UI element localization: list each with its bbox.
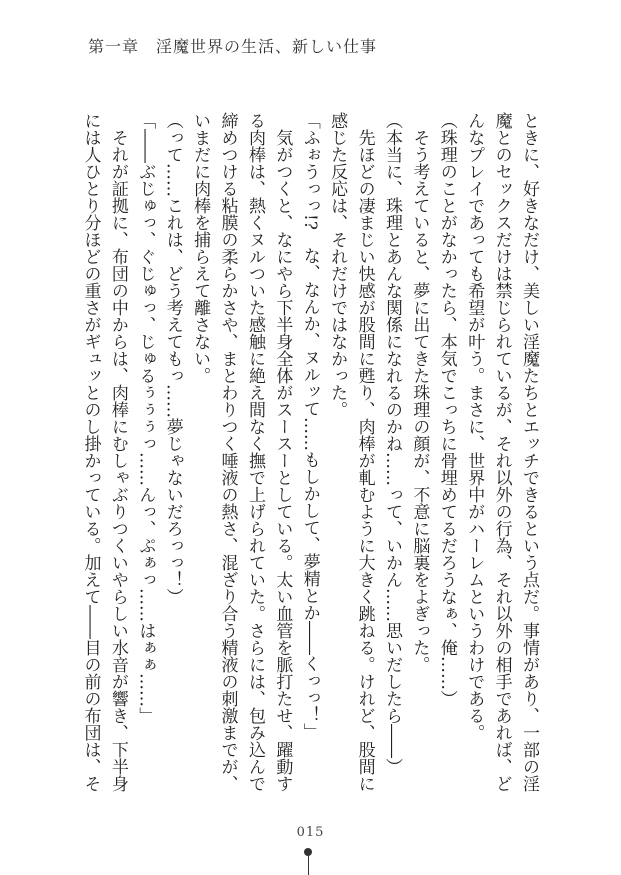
text-column: ときに、好きなだけ、美しい淫魔たちとエッチできるという点だ。事情があり、一部の淫	[519, 112, 539, 792]
text-column: んなプレイであっても希望が叶う。まさに、世界中がハーレムというわけである。	[464, 112, 485, 741]
text-column: には人ひとり分ほどの重さがギュッとのし掛かっている。加えて――目の前の布団は、そ	[80, 112, 101, 792]
text-column: 魔とのセックスだけは禁じられているが、それ以外の行為、それ以外の相手であれば、ど	[491, 112, 512, 792]
text-column: 感じた反応は、それだけではなかった。	[327, 112, 348, 418]
text-column: 先ほどの凄まじい快感が股間に甦り、肉棒が軋むように大きく跳ねる。けれど、股間に	[354, 129, 375, 792]
text-column: （珠理のことがなかったら、本気でこっちに骨埋めてるだろうなぁ、俺……）	[436, 112, 457, 707]
text-column: それが証拠に、布団の中からは、肉棒にむしゃぶりつくいやらしい水音が響き、下半身	[107, 129, 128, 792]
text-column: 「ふぉうっっ!? な、なんか、ヌルッて……もしかして、夢精とか――くっっ！」	[299, 112, 320, 740]
text-column: いまだに肉棒を捕らえて離さない。	[190, 112, 211, 384]
text-column: 気がつくと、なにやら下半身全体がスースーとしている。太い血管を脈打たせ、躍動す	[272, 129, 293, 792]
text-column: 「――ぶじゅっ、ぐじゅっ、じゅるぅぅぅっ……んっ、ぷぁっ……はぁぁ……」	[135, 112, 156, 724]
text-column: （本当に、珠理とあんな関係になれるのかね……って、いかん……思いだしたら――）	[381, 112, 402, 775]
page-ornament-line	[308, 852, 309, 875]
chapter-title: 第一章 淫魔世界の生活、新しい仕事	[88, 37, 378, 56]
body-text	[76, 112, 542, 812]
text-column: る肉棒は、熱くヌルついた感触に絶え間なく撫で上げられていた。さらには、包み込んで	[244, 112, 265, 792]
page-number: 015	[296, 825, 325, 840]
text-column: （って……これは、どう考えてもっ……夢じゃないだろっっ！）	[162, 112, 183, 605]
text-column: そう考えていると、夢に出てきた珠理の顔が、不意に脳裏をよぎった。	[409, 129, 430, 673]
text-column: 締めつける粘膜の柔らかさや、まとわりつく唾液の熱さ、混ざり合う精液の刺激までが、	[217, 112, 238, 792]
